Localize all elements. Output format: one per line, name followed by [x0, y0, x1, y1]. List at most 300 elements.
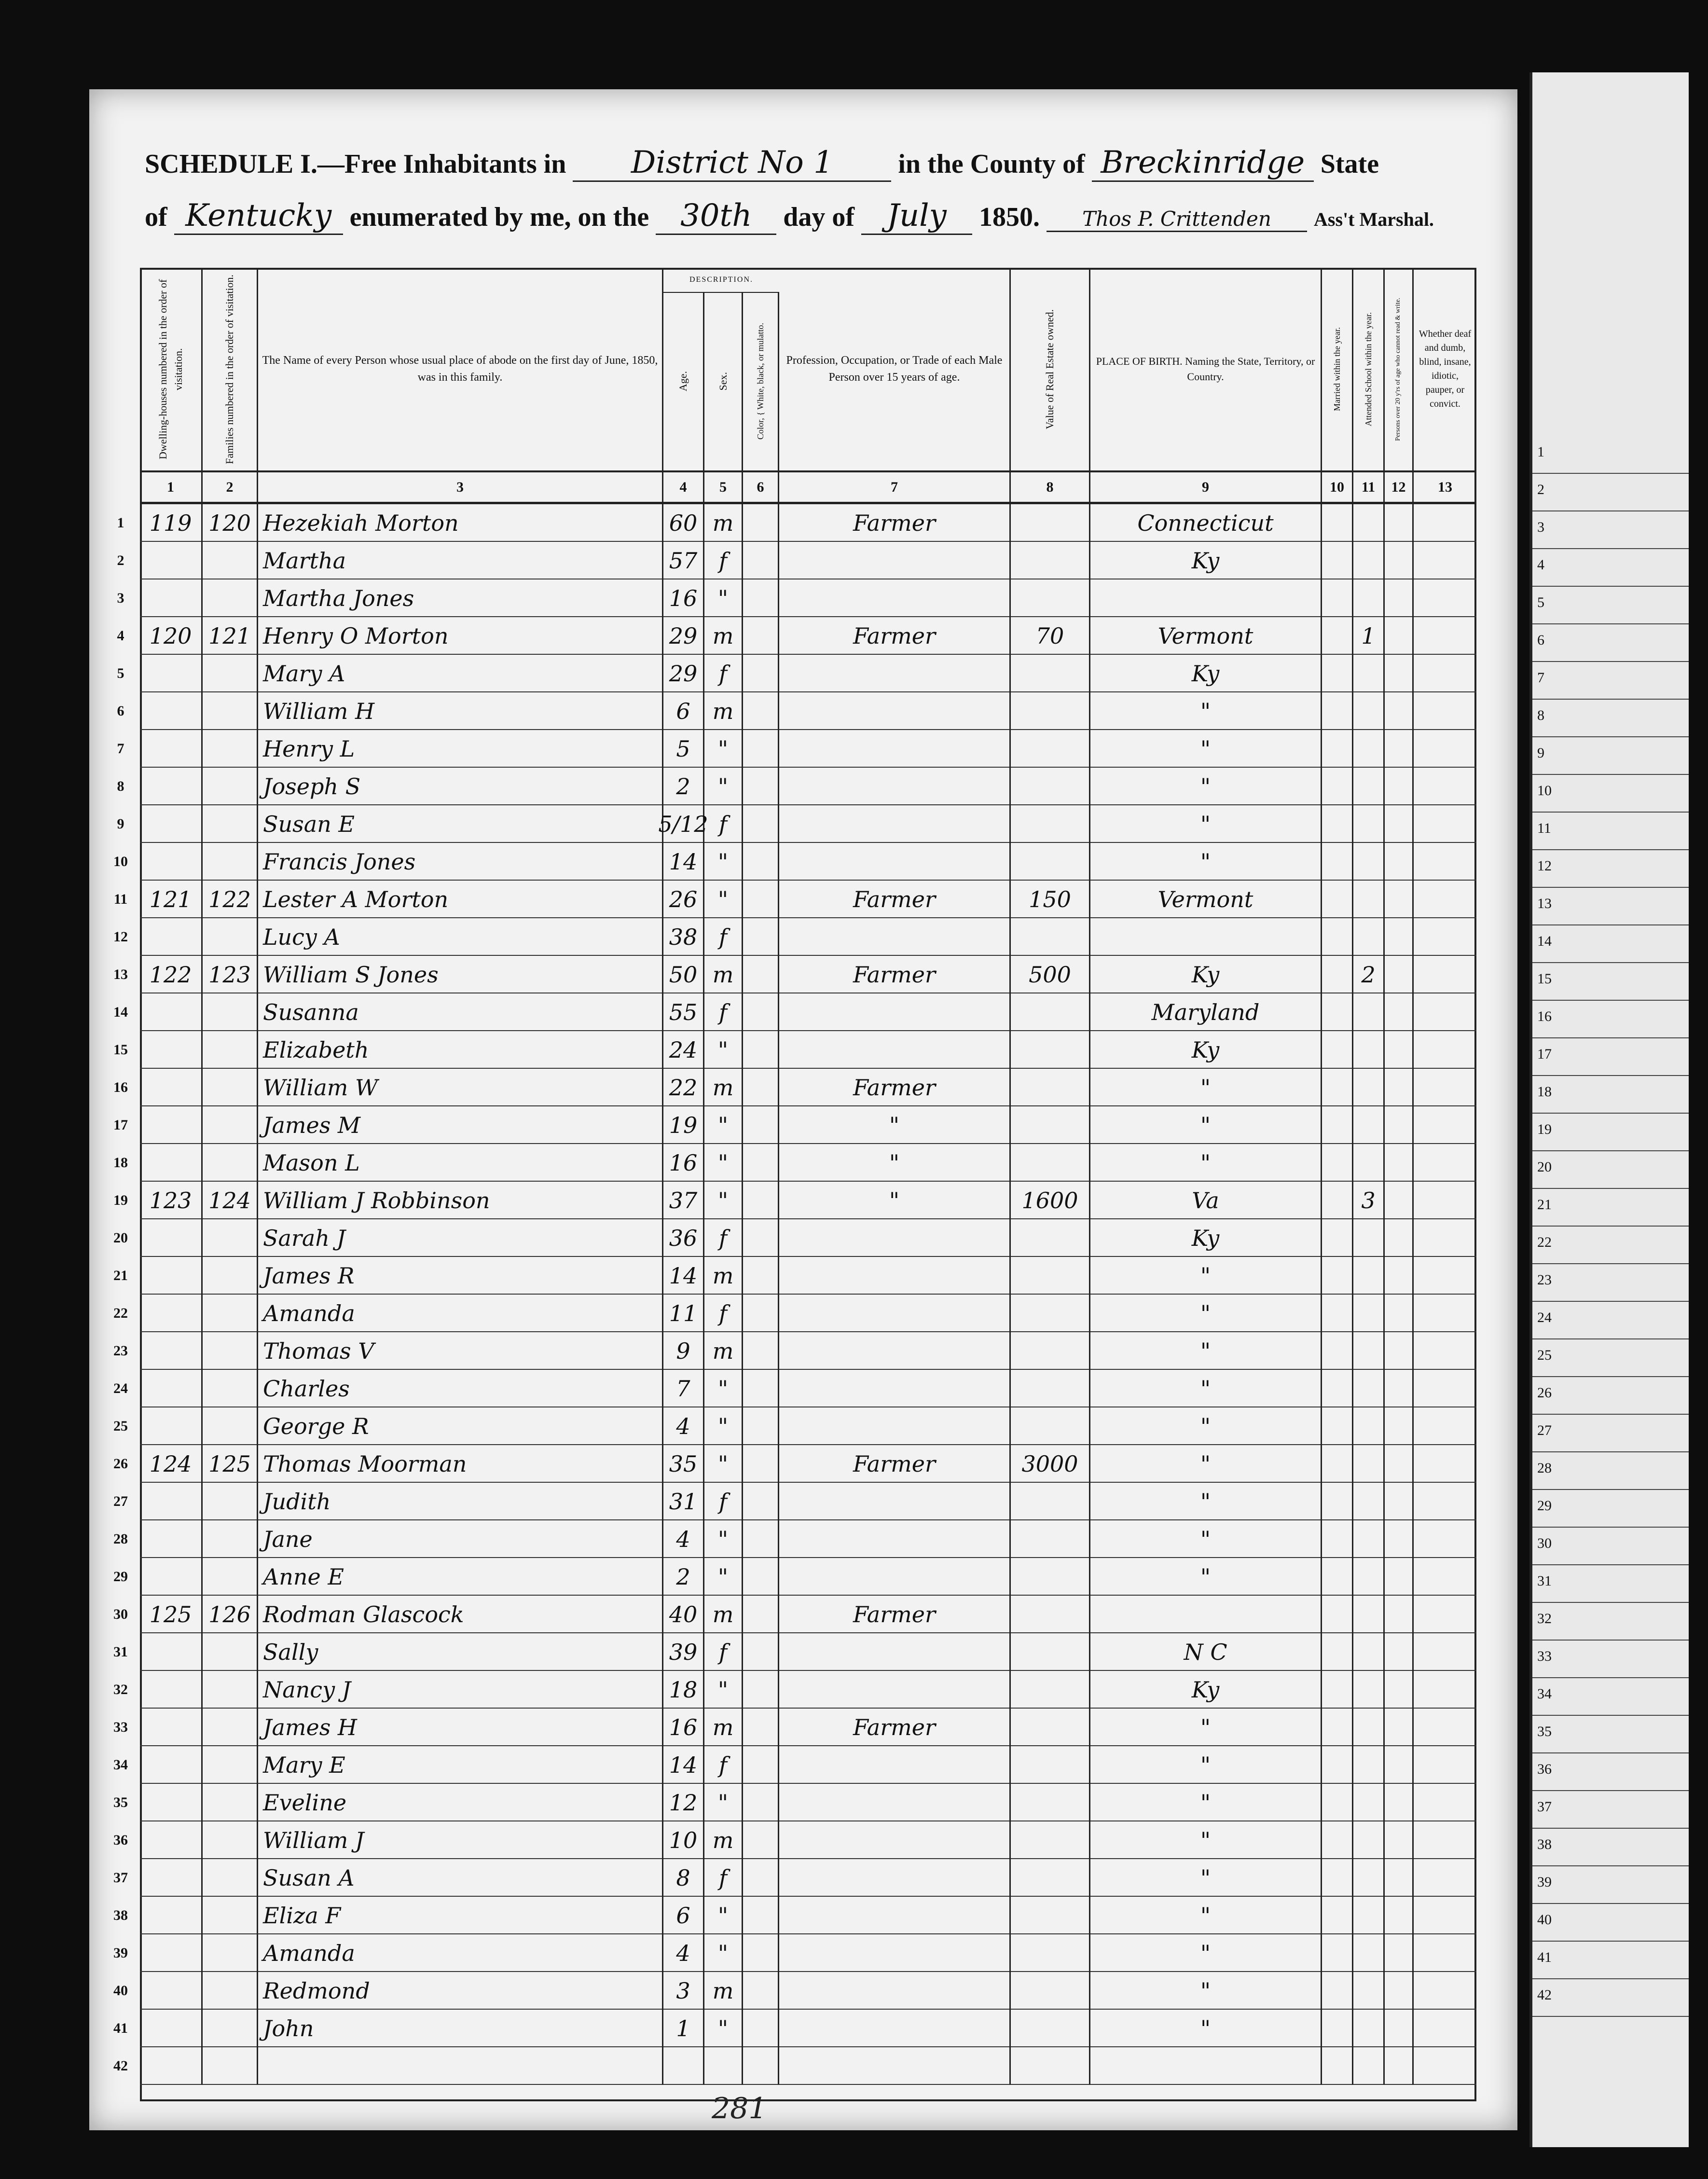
row-line-number: 16	[113, 1079, 128, 1095]
day-of-label: day of	[783, 202, 855, 232]
adjacent-rule-line	[1532, 473, 1692, 474]
cell-cond	[1414, 1821, 1476, 1859]
cell-occ: Farmer	[779, 956, 1011, 993]
cell-name: William H	[258, 692, 663, 730]
cell-name: Amanda	[258, 1295, 663, 1332]
col-head-sex	[704, 292, 743, 470]
cell-val	[1011, 1633, 1090, 1671]
cell-color	[743, 1972, 779, 2010]
cell-d	[140, 692, 203, 730]
cell-d	[140, 805, 203, 843]
cell-name: Henry O Morton	[258, 617, 663, 655]
cell-cond	[1414, 692, 1476, 730]
adjacent-line-number: 37	[1537, 1799, 1552, 1815]
cell-sch	[1353, 843, 1385, 881]
cell-ill	[1385, 1671, 1414, 1709]
adjacent-line-number: 34	[1537, 1686, 1552, 1702]
cell-birth: "	[1090, 2010, 1322, 2047]
cell-f	[203, 1897, 258, 1934]
cell-name: Mary A	[258, 655, 663, 692]
county-label: in the County of	[898, 149, 1085, 179]
cell-sex: f	[704, 655, 743, 692]
cell-mar	[1322, 1934, 1353, 1972]
cell-d	[140, 768, 203, 805]
cell-mar	[1322, 1709, 1353, 1746]
cell-val	[1011, 1520, 1090, 1558]
cell-sex: m	[704, 1821, 743, 1859]
cell-name: Eliza F	[258, 1897, 663, 1934]
cell-val	[1011, 1295, 1090, 1332]
cell-mar	[1322, 918, 1353, 956]
cell-ill	[1385, 1144, 1414, 1182]
cell-name: Nancy J	[258, 1671, 663, 1709]
row-line-number: 20	[113, 1230, 128, 1246]
cell-d	[140, 1219, 203, 1257]
cell-f: 122	[203, 881, 258, 918]
cell-sch	[1353, 1332, 1385, 1370]
cell-cond	[1414, 1596, 1476, 1633]
cell-color	[743, 617, 779, 655]
cell-mar	[1322, 1784, 1353, 1821]
cell-occ	[779, 768, 1011, 805]
cell-ill	[1385, 1370, 1414, 1407]
adjacent-line-number: 18	[1537, 1084, 1552, 1100]
cell-val	[1011, 993, 1090, 1031]
cell-birth: "	[1090, 1746, 1322, 1784]
cell-cond	[1414, 1671, 1476, 1709]
cell-sex: m	[704, 1069, 743, 1106]
cell-birth: Ky	[1090, 542, 1322, 579]
cell-cond	[1414, 805, 1476, 843]
cell-mar	[1322, 2047, 1353, 2085]
row-line-number: 32	[113, 1682, 128, 1697]
cell-color	[743, 1106, 779, 1144]
adjacent-rule-line	[1532, 1865, 1692, 1866]
cell-cond	[1414, 1520, 1476, 1558]
cell-age: 29	[663, 655, 704, 692]
cell-color	[743, 1257, 779, 1295]
cell-d: 123	[140, 1182, 203, 1219]
cell-age: 57	[663, 542, 704, 579]
cell-occ: "	[779, 1182, 1011, 1219]
cell-occ	[779, 993, 1011, 1031]
cell-name: Judith	[258, 1483, 663, 1520]
cell-color	[743, 1596, 779, 1633]
cell-age: 50	[663, 956, 704, 993]
month-field: July	[861, 198, 972, 235]
adjacent-rule-line	[1532, 1188, 1692, 1189]
cell-cond	[1414, 1934, 1476, 1972]
col-num-7: 7	[779, 470, 1011, 504]
scan-border-left	[0, 0, 89, 2179]
cell-color	[743, 1407, 779, 1445]
cell-d: 124	[140, 1445, 203, 1483]
table-row	[113, 1295, 1476, 1332]
cell-occ	[779, 1934, 1011, 1972]
cell-cond	[1414, 504, 1476, 542]
cell-mar	[1322, 768, 1353, 805]
cell-occ	[779, 843, 1011, 881]
cell-birth: "	[1090, 1106, 1322, 1144]
cell-d	[140, 1332, 203, 1370]
cell-f: 125	[203, 1445, 258, 1483]
cell-color	[743, 730, 779, 768]
cell-val	[1011, 1219, 1090, 1257]
cell-mar	[1322, 1483, 1353, 1520]
cell-sex: "	[704, 579, 743, 617]
cell-sch	[1353, 1972, 1385, 2010]
cell-name: James R	[258, 1257, 663, 1295]
cell-sch	[1353, 579, 1385, 617]
cell-sex: "	[704, 1784, 743, 1821]
cell-f	[203, 1633, 258, 1671]
cell-name: Hezekiah Morton	[258, 504, 663, 542]
cell-ill	[1385, 881, 1414, 918]
row-line-number: 5	[117, 665, 124, 681]
cell-mar	[1322, 993, 1353, 1031]
row-line-number: 33	[113, 1719, 128, 1735]
adjacent-rule-line	[1532, 1000, 1692, 1001]
adjacent-line-number: 30	[1537, 1535, 1552, 1551]
cell-ill	[1385, 1257, 1414, 1295]
adjacent-rule-line	[1532, 1113, 1692, 1114]
row-line-number: 41	[113, 2020, 128, 2036]
cell-f	[203, 1106, 258, 1144]
state-field: Kentucky	[174, 198, 343, 235]
cell-val	[1011, 805, 1090, 843]
adjacent-rule-line	[1532, 1527, 1692, 1528]
cell-name: Jane	[258, 1520, 663, 1558]
row-line-number: 4	[117, 628, 124, 644]
cell-f	[203, 1144, 258, 1182]
cell-f	[203, 1295, 258, 1332]
cell-d	[140, 1069, 203, 1106]
row-line-number: 37	[113, 1870, 128, 1886]
census-sheet	[89, 89, 1517, 2130]
cell-sex: f	[704, 1219, 743, 1257]
cell-color	[743, 768, 779, 805]
cell-cond	[1414, 768, 1476, 805]
cell-d	[140, 1897, 203, 1934]
cell-birth: "	[1090, 805, 1322, 843]
cell-d	[140, 1746, 203, 1784]
cell-val	[1011, 1558, 1090, 1596]
cell-cond	[1414, 1106, 1476, 1144]
cell-occ: Farmer	[779, 617, 1011, 655]
cell-age: 8	[663, 1859, 704, 1897]
cell-name: James H	[258, 1709, 663, 1746]
adjacent-rule-line	[1532, 924, 1692, 925]
cell-age: 37	[663, 1182, 704, 1219]
adjacent-line-number: 39	[1537, 1874, 1552, 1890]
cell-sex: m	[704, 692, 743, 730]
cell-occ: Farmer	[779, 1709, 1011, 1746]
cell-color	[743, 1709, 779, 1746]
cell-ill	[1385, 805, 1414, 843]
cell-mar	[1322, 692, 1353, 730]
table-row	[113, 1069, 1476, 1106]
table-row	[113, 1182, 1476, 1219]
cell-occ	[779, 1746, 1011, 1784]
adjacent-line-number: 28	[1537, 1460, 1552, 1476]
cell-name: William W	[258, 1069, 663, 1106]
cell-d	[140, 1859, 203, 1897]
table-row	[117, 805, 1476, 843]
cell-val	[1011, 1934, 1090, 1972]
cell-d	[140, 1106, 203, 1144]
cell-sex: "	[704, 843, 743, 881]
cell-ill	[1385, 1520, 1414, 1558]
cell-cond	[1414, 1182, 1476, 1219]
cell-name: Amanda	[258, 1934, 663, 1972]
cell-val	[1011, 1821, 1090, 1859]
cell-occ: Farmer	[779, 1069, 1011, 1106]
cell-birth: "	[1090, 1821, 1322, 1859]
cell-sch	[1353, 1144, 1385, 1182]
cell-val	[1011, 843, 1090, 881]
adjacent-rule-line	[1532, 736, 1692, 737]
cell-name: John	[258, 2010, 663, 2047]
cell-name: Elizabeth	[258, 1031, 663, 1069]
cell-val	[1011, 1407, 1090, 1445]
row-line-number: 11	[113, 891, 128, 907]
col-head-name-text: The Name of every Person whose usual place of abode on the first day of June, 1850, was in this family.	[262, 354, 658, 384]
cell-cond	[1414, 918, 1476, 956]
cell-name: Anne E	[258, 1558, 663, 1596]
cell-birth: Ky	[1090, 1031, 1322, 1069]
cell-name: Eveline	[258, 1784, 663, 1821]
cell-val	[1011, 504, 1090, 542]
adjacent-line-number: 27	[1537, 1422, 1552, 1438]
row-line-number: 31	[113, 1644, 128, 1660]
cell-ill	[1385, 1784, 1414, 1821]
adjacent-rule-line	[1532, 812, 1692, 813]
cell-val	[1011, 1257, 1090, 1295]
cell-birth: "	[1090, 1520, 1322, 1558]
cell-f	[203, 1821, 258, 1859]
cell-val	[1011, 1709, 1090, 1746]
cell-sex: "	[704, 1671, 743, 1709]
cell-birth: N C	[1090, 1633, 1322, 1671]
adjacent-rule-line	[1532, 1903, 1692, 1904]
cell-occ	[779, 1859, 1011, 1897]
cell-cond	[1414, 1972, 1476, 2010]
adjacent-rule-line	[1532, 623, 1692, 624]
adjacent-line-number: 23	[1537, 1272, 1552, 1288]
cell-occ	[779, 1370, 1011, 1407]
cell-name: Francis Jones	[258, 843, 663, 881]
col-head-school-text: Attended School within the year.	[1363, 312, 1373, 427]
cell-name: Lucy A	[258, 918, 663, 956]
cell-sch	[1353, 1821, 1385, 1859]
adjacent-rule-line	[1532, 1602, 1692, 1603]
cell-sch	[1353, 1219, 1385, 1257]
cell-age: 4	[663, 1934, 704, 1972]
header-line-1	[145, 145, 1379, 182]
table-row	[113, 1257, 1476, 1295]
adjacent-rule-line	[1532, 1941, 1692, 1942]
cell-sex: "	[704, 1934, 743, 1972]
cell-occ	[779, 1257, 1011, 1295]
cell-sex: "	[704, 1897, 743, 1934]
col-head-birthplace	[1090, 268, 1322, 470]
cell-age: 55	[663, 993, 704, 1031]
cell-d	[140, 1709, 203, 1746]
cell-mar	[1322, 1295, 1353, 1332]
row-line-number: 1	[117, 515, 124, 531]
cell-d	[140, 2047, 203, 2085]
cell-f	[203, 1972, 258, 2010]
adjacent-line-number: 8	[1537, 707, 1544, 723]
cell-val	[1011, 1746, 1090, 1784]
cell-val	[1011, 1069, 1090, 1106]
table-row	[113, 1746, 1476, 1784]
cell-cond	[1414, 1370, 1476, 1407]
cell-sch	[1353, 768, 1385, 805]
page-stamp: 281	[712, 2092, 767, 2125]
cell-d	[140, 1257, 203, 1295]
cell-color	[743, 1784, 779, 1821]
cell-birth: "	[1090, 1784, 1322, 1821]
cell-ill	[1385, 692, 1414, 730]
cell-color	[743, 881, 779, 918]
adjacent-line-number: 29	[1537, 1498, 1552, 1514]
cell-cond	[1414, 1746, 1476, 1784]
cell-age: 14	[663, 843, 704, 881]
col-head-occupation-text: Profession, Occupation, or Trade of each Male Person over 15 years of age.	[786, 354, 1003, 384]
table-row	[117, 730, 1476, 768]
cell-cond	[1414, 1859, 1476, 1897]
cell-age: 16	[663, 1144, 704, 1182]
col-head-school	[1353, 268, 1385, 470]
cell-birth: "	[1090, 1295, 1322, 1332]
cell-ill	[1385, 1596, 1414, 1633]
row-line-number: 22	[113, 1305, 128, 1321]
row-line-number: 3	[117, 590, 124, 606]
header-line-2	[145, 198, 1434, 235]
row-line-number: 17	[113, 1117, 128, 1133]
cell-sex: "	[704, 730, 743, 768]
col-head-real-estate-text: Value of Real Estate owned.	[1044, 309, 1056, 429]
cell-birth: "	[1090, 1445, 1322, 1483]
cell-color	[743, 655, 779, 692]
cell-d: 119	[140, 504, 203, 542]
row-line-number: 8	[117, 778, 124, 794]
table-row	[113, 1709, 1476, 1746]
cell-age: 2	[663, 1558, 704, 1596]
table-row	[113, 1897, 1476, 1934]
adjacent-line-number: 22	[1537, 1234, 1552, 1250]
cell-occ	[779, 730, 1011, 768]
cell-mar	[1322, 1520, 1353, 1558]
adjacent-line-number: 9	[1537, 745, 1544, 761]
cell-d	[140, 1370, 203, 1407]
adjacent-rule-line	[1532, 962, 1692, 963]
cell-birth: "	[1090, 1332, 1322, 1370]
table-row	[113, 1558, 1476, 1596]
adjacent-rule-line	[1532, 1263, 1692, 1264]
cell-name: Sarah J	[258, 1219, 663, 1257]
cell-mar	[1322, 1069, 1353, 1106]
cell-f	[203, 1558, 258, 1596]
cell-color	[743, 1897, 779, 1934]
cell-sch	[1353, 692, 1385, 730]
cell-color	[743, 1520, 779, 1558]
adjacent-line-number: 19	[1537, 1121, 1552, 1137]
adjacent-line-number: 25	[1537, 1347, 1552, 1363]
cell-cond	[1414, 993, 1476, 1031]
cell-sex	[704, 2047, 743, 2085]
cell-d	[140, 993, 203, 1031]
cell-name: Charles	[258, 1370, 663, 1407]
cell-occ: "	[779, 1106, 1011, 1144]
cell-age: 24	[663, 1031, 704, 1069]
cell-occ: Farmer	[779, 1596, 1011, 1633]
cell-sch	[1353, 1934, 1385, 1972]
cell-color	[743, 1069, 779, 1106]
cell-color	[743, 1295, 779, 1332]
cell-color	[743, 2047, 779, 2085]
adjacent-rule-line	[1532, 510, 1692, 511]
cell-ill	[1385, 2010, 1414, 2047]
col-head-real-estate	[1011, 268, 1090, 470]
cell-color	[743, 1859, 779, 1897]
table-row	[117, 768, 1476, 805]
cell-cond	[1414, 730, 1476, 768]
table-row	[113, 1859, 1476, 1897]
cell-d	[140, 1520, 203, 1558]
cell-cond	[1414, 1031, 1476, 1069]
cell-sch	[1353, 1558, 1385, 1596]
cell-sch: 2	[1353, 956, 1385, 993]
table-row	[117, 692, 1476, 730]
cell-sex: m	[704, 956, 743, 993]
cell-mar	[1322, 1332, 1353, 1370]
cell-name: Joseph S	[258, 768, 663, 805]
cell-d	[140, 1295, 203, 1332]
cell-sch	[1353, 993, 1385, 1031]
cell-sch	[1353, 918, 1385, 956]
col-num-6: 6	[743, 470, 779, 504]
col-head-color-text: Color, { White, black, or mulatto.	[755, 322, 765, 440]
cell-d: 122	[140, 956, 203, 993]
row-line-number: 6	[117, 703, 124, 719]
cell-mar	[1322, 1144, 1353, 1182]
adjacent-rule-line	[1532, 586, 1692, 587]
adjacent-rule-line	[1532, 1715, 1692, 1716]
cell-occ	[779, 1558, 1011, 1596]
cell-d	[140, 1558, 203, 1596]
table-row	[113, 1332, 1476, 1370]
cell-birth: "	[1090, 843, 1322, 881]
cell-val	[1011, 542, 1090, 579]
cell-birth: "	[1090, 1934, 1322, 1972]
adjacent-rule-line	[1532, 1226, 1692, 1227]
cell-sch	[1353, 1407, 1385, 1445]
col-head-illiterate-text: Persons over 20 y'rs of age who cannot read & write.	[1394, 297, 1402, 441]
cell-sch	[1353, 1257, 1385, 1295]
cell-sex: "	[704, 881, 743, 918]
col-num-4: 4	[663, 470, 704, 504]
cell-birth: Ky	[1090, 956, 1322, 993]
cell-d	[140, 579, 203, 617]
col-num-12: 12	[1385, 470, 1414, 504]
cell-name: Thomas V	[258, 1332, 663, 1370]
adjacent-rule-line	[1532, 2016, 1692, 2017]
cell-birth	[1090, 1596, 1322, 1633]
table-row	[113, 1972, 1476, 2010]
of-label: of	[145, 202, 167, 232]
